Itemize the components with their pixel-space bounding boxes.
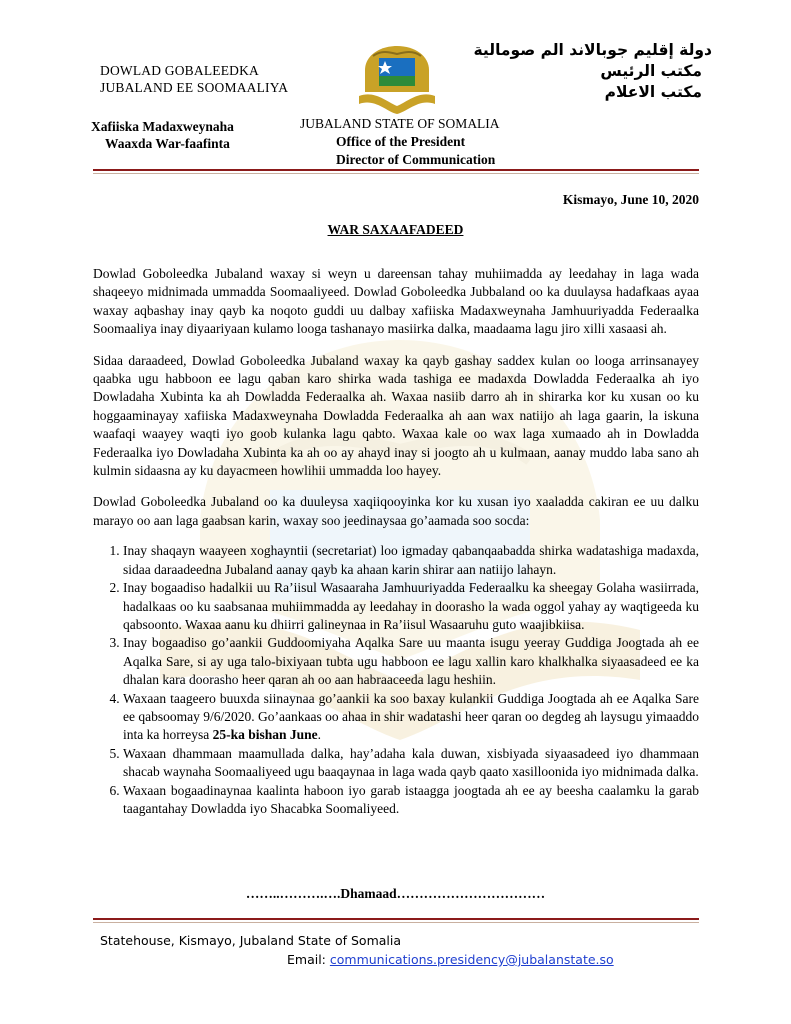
email-label: Email: <box>287 952 330 967</box>
press-title: WAR SAXAAFADEED <box>327 222 464 237</box>
office-name-line1: Xafiiska Madaxweynaha <box>91 119 234 134</box>
arabic-line3: مكتب الاعلام <box>604 83 702 101</box>
state-name-english: JUBALAND STATE OF SOMALIA <box>300 116 500 131</box>
arabic-line2: مكتب الرئيس <box>600 62 702 80</box>
press-date: Kismayo, June 10, 2020 <box>562 192 699 207</box>
paragraph-3: Dowlad Goboleedka Jubaland oo ka duuleysa xaqiiqooyinka kor ku xusan iyo xaaladda cakiran ee uu dalku marayo oo aan laga gaabsan karin, waxay soo jeedinaysaa go’aamada soo socda: <box>93 494 699 528</box>
list-item: 3. Inay bogaadiso go’aankii Guddoomiyaha Aqalka Sare uu maanta isugu yeeray Guddiga Joogtada ah ee Aqalka Sare, si ay uga talo-bixiyaan tubta ugu habboon ee lagu xallin karo khalkhalka siyaasadeed ee ka dhalan kara doorasho heer qaran ah oo aan habraaceeda lagu heshiin. <box>123 634 699 689</box>
list-item-text: Waxaan taageero buuxda siinaynaa go’aankii ka soo baxay kulankii Guddiga Joogtada ah ee Aqalka Sare ee qabsoomay 9/6/2020. Go’aankaas oo ahaa in shir wadatashi heer qaran oo degdeg ah laysugu yimaaddo inta ka horreysa <box>123 690 699 743</box>
director-communication: Director of Communication <box>336 152 496 167</box>
list-item: 5. Waxaan dhammaan maamullada dalka, hay’adaha kala duwan, xisbiyada siyaasadeed iyo dhammaan shacab waynaha Soomaaliyeed ugu baaqaynaa in laga wada qayb qaato xasilloonida iyo midnimada dalka. <box>123 745 699 782</box>
paragraph-1: Dowlad Goboleedka Jubaland waxay si weyn u dareensan tahay muhiimadda ay leedahay in laga wada shaqeeyo midnimada ummadda Soomaaliyeed. Dowlad Goboleedka Jubbaland oo ka duulaysa hadafkaas ayaa waxay aqbashay inay qayb ka noqoto guddi uu dalbay xafiiska Madaxweynaha Jamhuuriyadda Federaalka Soomaaliya inay diyaariyaan kulamo looga tashanayo masiirka dalka, maadaama lagu jiro xilli xasaasi ah. <box>93 266 699 337</box>
office-name-line2: Waaxda War-faafinta <box>105 136 230 151</box>
list-item-end: . <box>317 727 322 743</box>
list-item: 2. Inay bogaadiso hadalkii uu Ra’iisul Wasaaraha Jamhuuriyadda Federaalku ka sheegay Golaha wasiirrada, hadalkaas oo ku saabsanaa muhiimmadda ay leedahay in doorasho la wada oggol yahay ay waqtigeeda ku qabsoonto. Waxaa aanu ku dhiirri galineynaa in Ra’iisul Wasaaruhu guto waajibkiisa. <box>123 579 699 634</box>
arabic-line1: دولة إقليم جوبالاند الم صومالية <box>473 41 712 59</box>
footer-email <box>287 952 614 967</box>
list-item: 6. Waxaan bogaadinaynaa kaalinta haboon iyo garab istaagga joogtada ah ee ay beesha caalamku la garab taagantahay Dowladda iyo Shacabka Soomaliyeed. <box>123 782 699 819</box>
footer-divider <box>93 918 699 920</box>
header-divider-thin <box>93 173 699 174</box>
header-office <box>91 118 234 152</box>
state-name-line1: DOWLAD GOBALEEDKA <box>100 63 259 78</box>
header-left <box>100 62 288 96</box>
footer-address: Statehouse, Kismayo, Jubaland State of Somalia <box>100 933 402 948</box>
header-center <box>300 115 540 169</box>
list-item: 1. Inay shaqayn waayeen xoghayntii (secretariat) loo igmaday qabanqaabadda shirka wadatashiga madaxda, sidaa daraadeedna Jubaland aanay qayb ka ahaan karin shirar aan natiijo lahayn. <box>123 542 699 579</box>
closing-line: ……..……….….Dhamaad…………………………… <box>245 886 546 901</box>
office-of-president: Office of the President <box>336 134 466 149</box>
header-divider <box>93 169 699 171</box>
header-right-arabic <box>474 40 712 103</box>
footer-divider-thin <box>93 922 699 923</box>
state-name-line2: JUBALAND EE SOOMAALIYA <box>100 80 289 95</box>
paragraph-2: Sidaa daraadeed, Dowlad Goboleedka Jubaland waxay ka qayb gashay saddex kulan oo looga arrinsanayey qaabka ugu habboon ee lagu qaban karo shirka wada tashiga ee madaxda Dowladda Federaalka ah iyo Dowladaha Xubinta ka ah Dowladda Federaalka ah. Waxaa nasiib darro ah in shirarka kor ku xusan oo ku hoggaaminayay xafiiska Madaxweynaha Dowladda Federaalka ah aan wax natiijo ah laga gaarin, la iskuna waafaqi waayey waqti iyo goob kulanka lagu qabto. Waxaa kale oo wax laga xumaado ah in Dowladda Federaalka iyo Dowladaha Xubinta ka ah oo ay ahayd inay si joogto ah u kulmaan, aanay muddo laba sano ah kulmin sidaasna ay ku dayacmeen howlihii ummadda loo hayey. <box>93 352 699 479</box>
list-item <box>123 690 699 745</box>
list-item-bold-date: 25-ka bishan June <box>212 727 318 743</box>
jubaland-emblem-icon <box>355 40 439 116</box>
press-body <box>93 265 699 818</box>
decision-list <box>93 542 699 818</box>
email-link[interactable]: communications.presidency@jubalanstate.so <box>329 952 614 967</box>
